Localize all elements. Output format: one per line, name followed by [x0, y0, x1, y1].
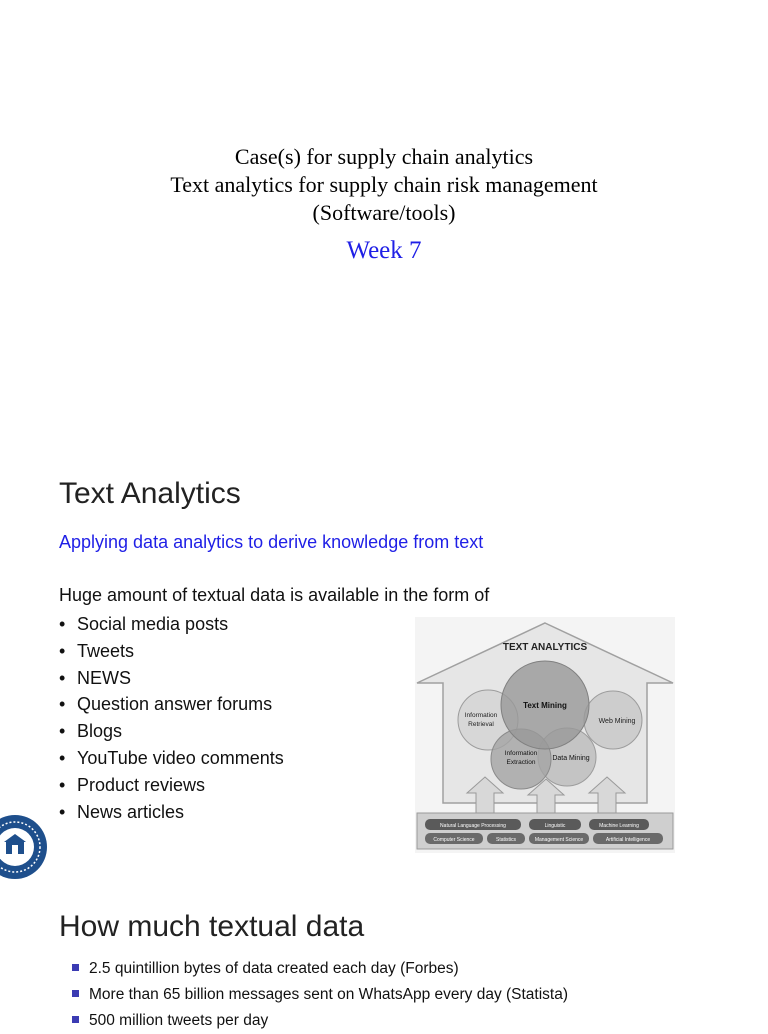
title-line-2: Text analytics for supply chain risk management [170, 172, 598, 197]
list-item: • Social media posts [59, 614, 229, 634]
list-item: • Tweets [59, 640, 135, 661]
source-list [59, 611, 284, 825]
base-label-cs: Computer Science [433, 837, 475, 843]
list-item: 500 million tweets per day [72, 1008, 568, 1034]
circle-label-text-mining: Text Mining [523, 701, 567, 710]
title-line-3: (Software/tools) [312, 200, 456, 225]
title-line-1: Case(s) for supply chain analytics [234, 144, 534, 169]
circle-label-ir-2: Retrieval [468, 721, 494, 728]
list-item: • Product reviews [59, 774, 206, 795]
list-item: • YouTube video comments [59, 747, 284, 768]
slide-heading: How much textual data [59, 910, 365, 943]
base-label-ms: Management Science [534, 837, 584, 843]
week-label: Week 7 [346, 237, 422, 264]
intro-text: Huge amount of textual data is available in the form of [59, 585, 490, 605]
square-bullet-icon [72, 1016, 79, 1023]
stats-list [72, 956, 568, 1034]
institute-seal-logo [0, 814, 48, 880]
base-label-nlp: Natural Language Processing [440, 823, 506, 829]
circle-label-ir-1: Information [464, 712, 498, 719]
list-item: More than 65 billion messages sent on WhatsApp every day (Statista) [72, 982, 568, 1008]
base-label-ai: Artificial Intelligence [605, 837, 651, 843]
list-item: • Question answer forums [59, 694, 273, 715]
slide-subtitle: Applying data analytics to derive knowledge from text [59, 532, 484, 552]
text-analytics-diagram [415, 617, 675, 853]
circle-label-data-mining: Data Mining [552, 755, 590, 762]
list-item: • NEWS [59, 667, 131, 688]
circle-label-web-mining: Web Mining [598, 718, 636, 725]
diagram-title: TEXT ANALYTICS [502, 642, 588, 653]
list-item: • News articles [59, 801, 185, 822]
base-label-statistics: Statistics [495, 837, 517, 843]
square-bullet-icon [72, 964, 79, 971]
circle-label-ie-2: Extraction [506, 759, 536, 766]
textual-data-slide [0, 880, 768, 1029]
circle-label-ie-1: Information [504, 750, 538, 757]
list-item: • Blogs [59, 721, 123, 742]
list-item: 2.5 quintillion bytes of data created each day (Forbes) [72, 956, 568, 982]
base-label-ml: Machine Learning [599, 823, 639, 829]
title-slide [0, 0, 768, 452]
base-label-linguistic: Linguistic [544, 823, 566, 829]
square-bullet-icon [72, 990, 79, 997]
slide-heading: Text Analytics [59, 477, 241, 510]
